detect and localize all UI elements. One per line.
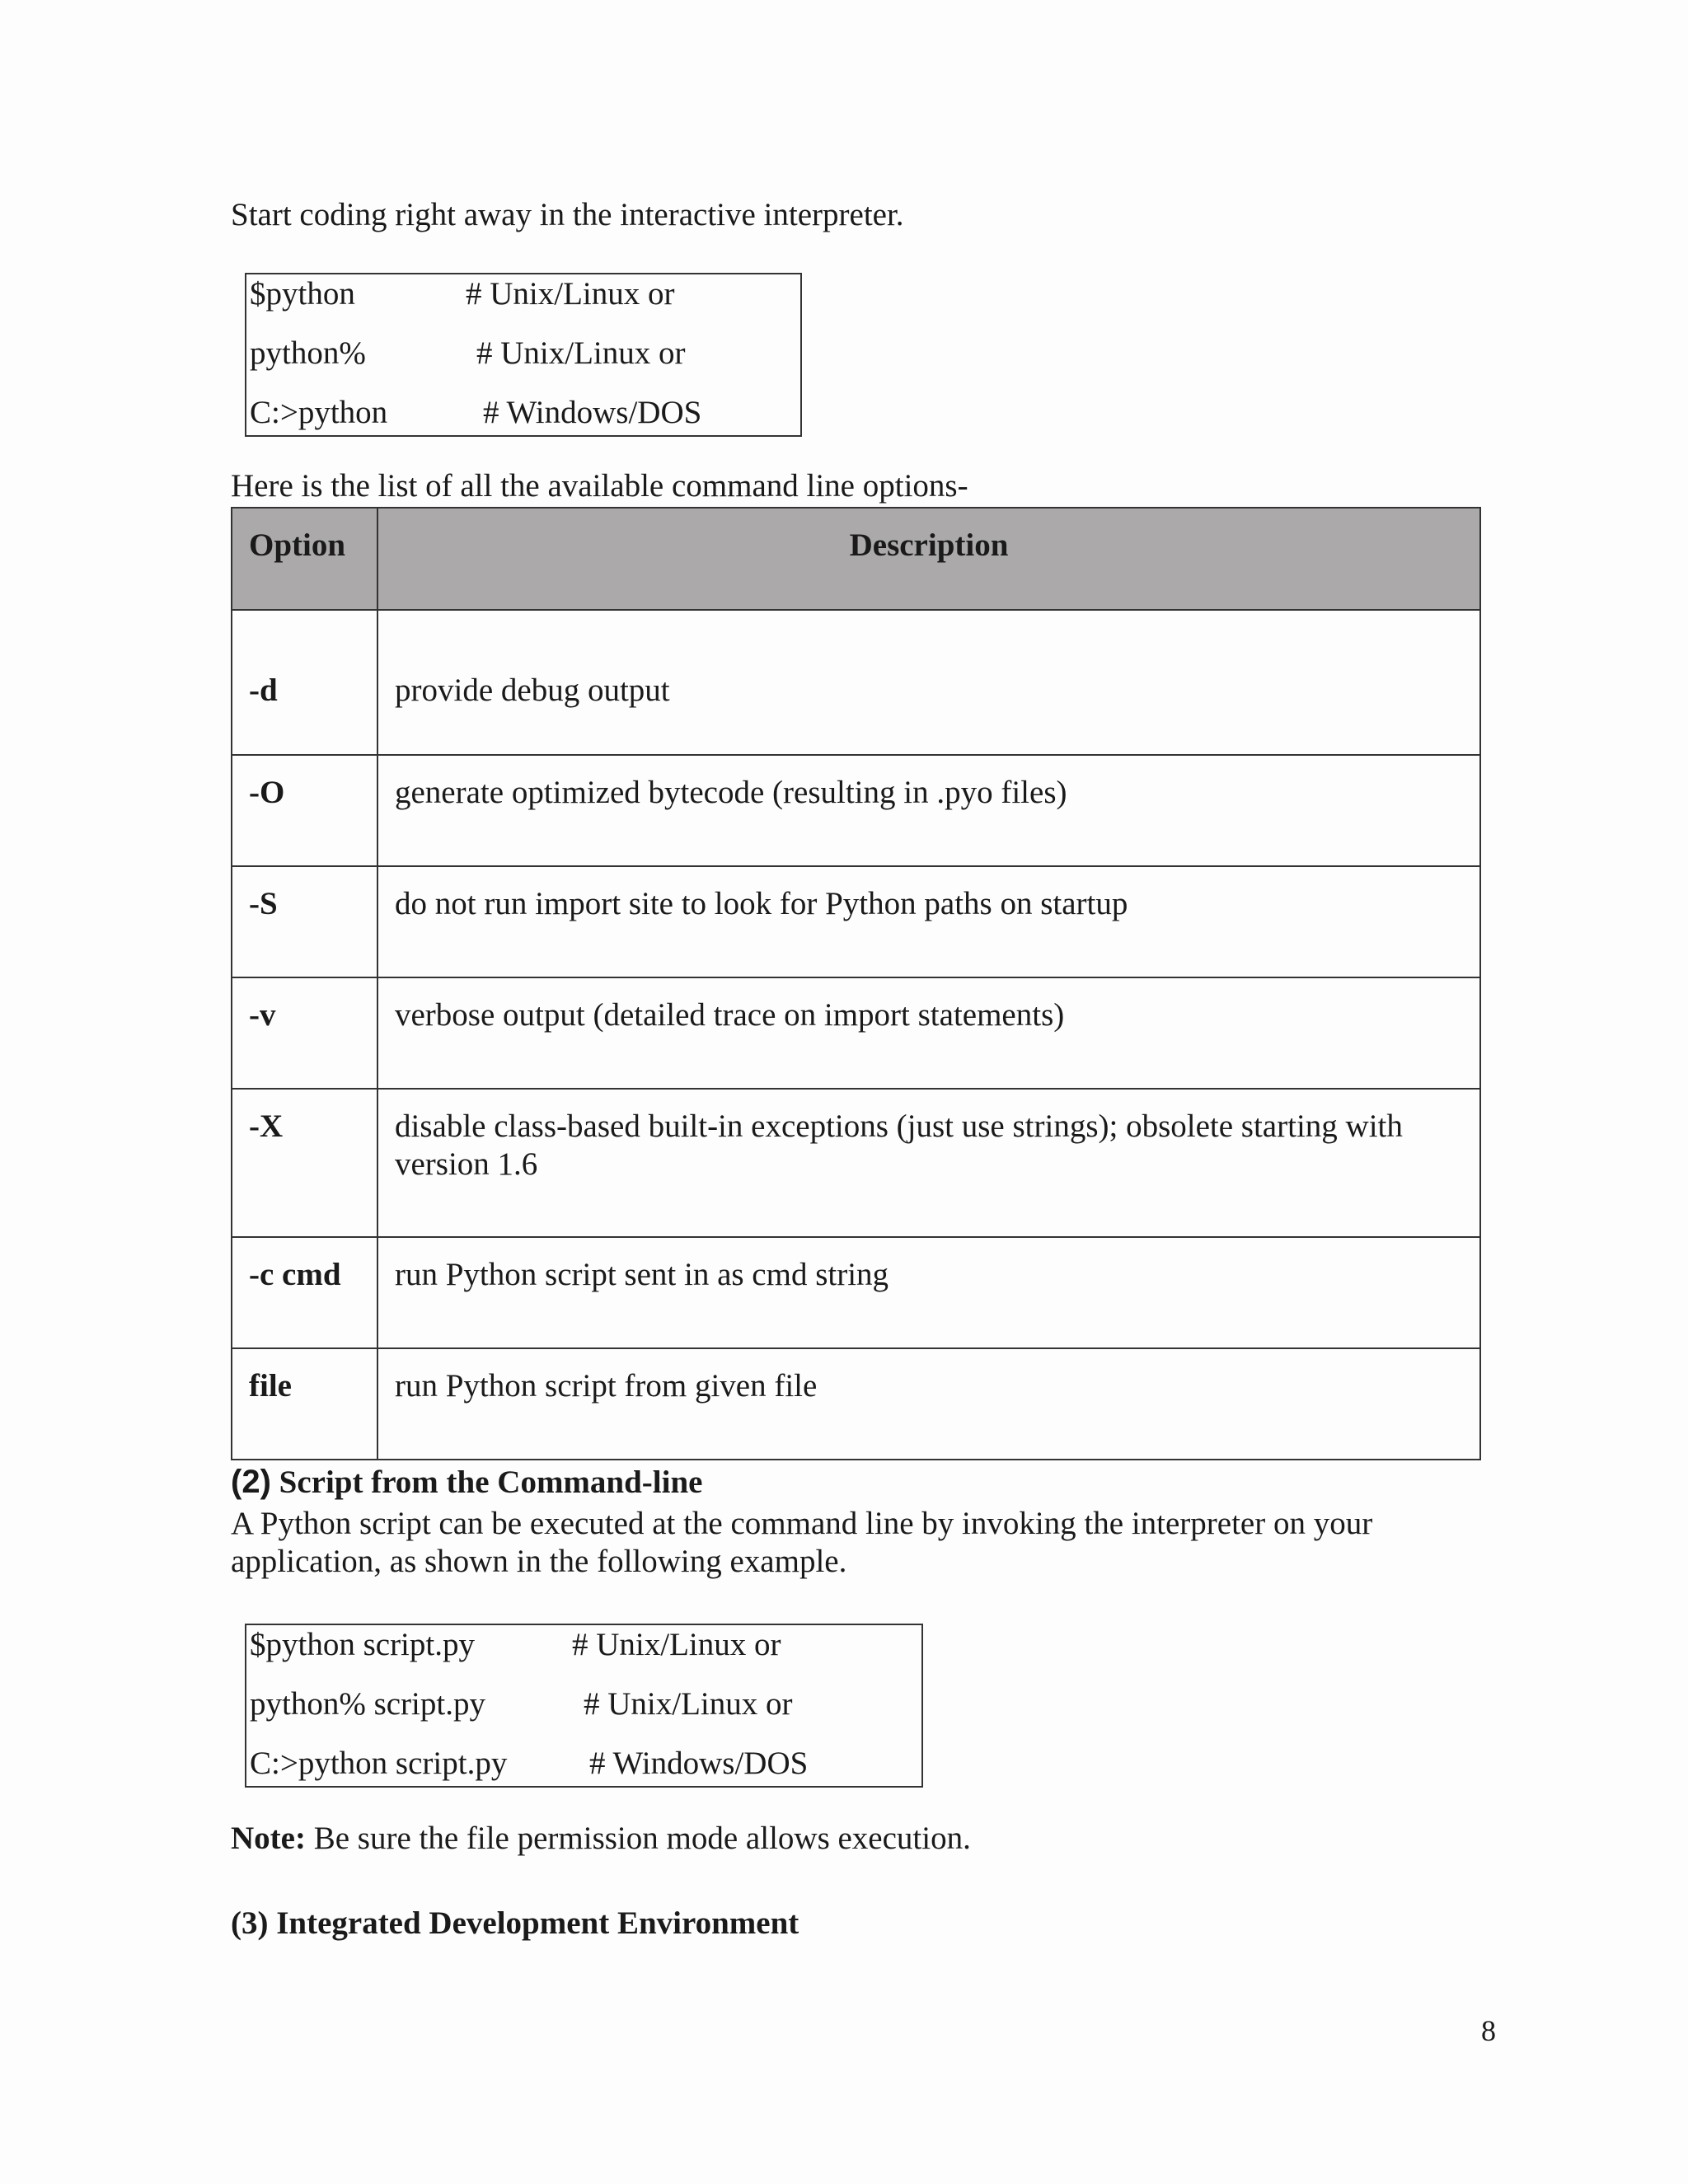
section-2-number: (2) [231, 1464, 271, 1500]
table-row [232, 866, 1480, 977]
description-cell: disable class-based built-in exceptions (just use strings); obsolete starting with version 1.6 [377, 1089, 1480, 1237]
script-code-box [245, 1624, 923, 1788]
code-command: $python script.py [250, 1627, 475, 1662]
options-intro-text: Here is the list of all the available command line options- [231, 468, 968, 504]
command-line-options-table [231, 507, 1481, 1460]
note-body: Be sure the file permission mode allows execution. [305, 1821, 971, 1856]
code-comment: # Windows/DOS [589, 1746, 809, 1781]
description-cell: do not run import site to look for Python paths on startup [377, 866, 1480, 977]
section-2-paragraph: A Python script can be executed at the command line by invoking the interpreter on your application, as shown in the following example. [231, 1506, 1373, 1579]
code-command: $python [250, 276, 355, 312]
code-comment: # Unix/Linux or [476, 335, 686, 371]
description-cell: run Python script from given file [377, 1348, 1480, 1460]
table-row [232, 977, 1480, 1089]
table-header-row [232, 508, 1480, 610]
code-command: python% script.py [250, 1686, 485, 1722]
code-command: C:>python script.py [250, 1746, 508, 1781]
description-cell: run Python script sent in as cmd string [377, 1237, 1480, 1348]
code-comment: # Unix/Linux or [572, 1627, 781, 1662]
interpreter-code-box [245, 273, 802, 437]
table-row [232, 1348, 1480, 1460]
option-cell: -X [232, 1089, 377, 1237]
header-description: Description [377, 508, 1480, 610]
option-cell: -d [232, 610, 377, 755]
option-cell: -v [232, 977, 377, 1089]
table-row [232, 610, 1480, 755]
code-comment: # Unix/Linux or [584, 1686, 793, 1722]
option-cell: file [232, 1348, 377, 1460]
section-2-title: Script from the Command-line [279, 1465, 703, 1500]
note-label: Note: [231, 1821, 306, 1856]
code-comment: # Unix/Linux or [466, 276, 675, 312]
code-command: python% [250, 335, 366, 371]
code-comment: # Windows/DOS [483, 395, 702, 430]
option-cell: -S [232, 866, 377, 977]
description-cell: verbose output (detailed trace on import statements) [377, 977, 1480, 1089]
page-number: 8 [1481, 2014, 1496, 2047]
note-text [231, 1820, 971, 1858]
description-cell: generate optimized bytecode (resulting in .pyo files) [377, 755, 1480, 866]
table-row [232, 1237, 1480, 1348]
header-option: Option [232, 508, 377, 610]
code-command: C:>python [250, 395, 388, 430]
section-2-heading [231, 1463, 702, 1502]
table-row [232, 1089, 1480, 1237]
section-3-heading: (3) Integrated Development Environment [231, 1905, 799, 1941]
option-cell: -O [232, 755, 377, 866]
description-cell: provide debug output [377, 610, 1480, 755]
table-row [232, 755, 1480, 866]
intro-text: Start coding right away in the interactive interpreter. [231, 197, 904, 232]
option-cell: -c cmd [232, 1237, 377, 1348]
